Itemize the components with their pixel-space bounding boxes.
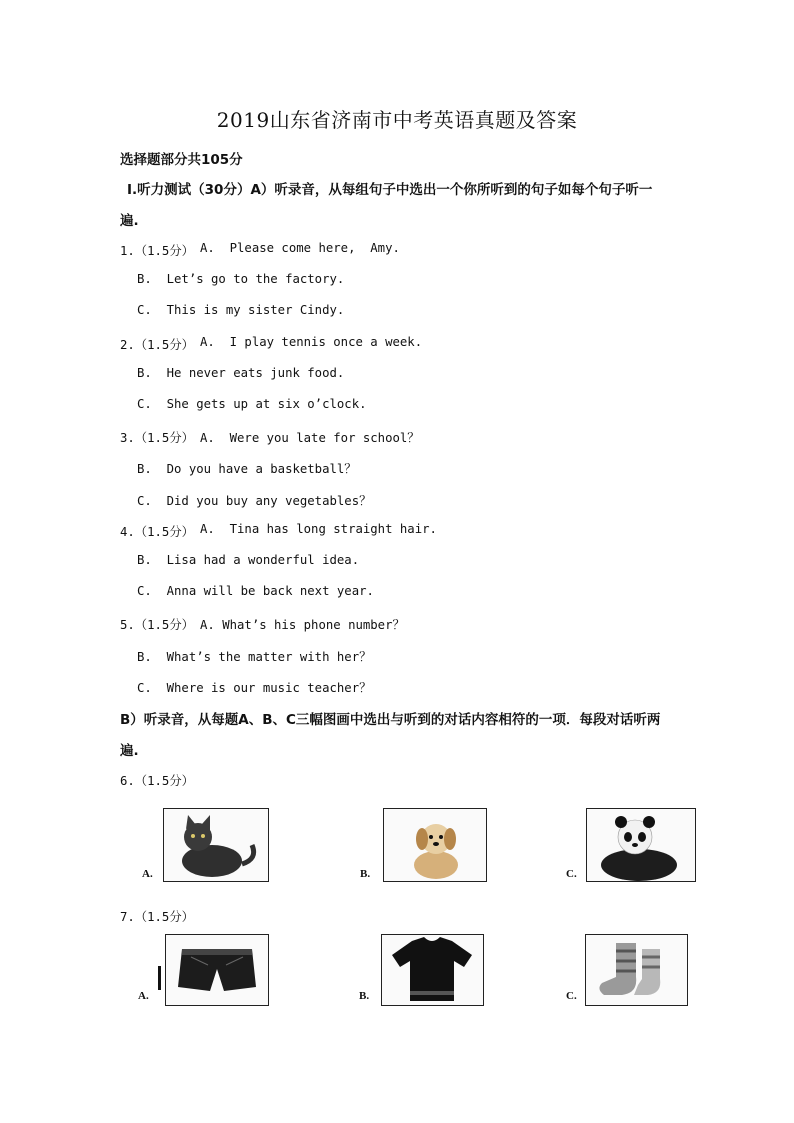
partb-instruction-line2: 遍.	[120, 743, 139, 759]
option-a-label: A.	[142, 868, 153, 880]
question-number: 5.（1.5分）	[120, 618, 194, 632]
puppy-icon	[383, 808, 487, 882]
option-a: A. Tina has long straight hair.	[200, 522, 437, 536]
option-a: A. Please come here, Amy.	[200, 241, 400, 255]
question-number: 3.（1.5分）	[120, 431, 194, 445]
option-c-label: C.	[566, 990, 577, 1002]
option-b: B. Do you have a basketball？	[137, 462, 357, 476]
question-number: 2.（1.5分）	[120, 338, 194, 352]
option-c: C. This is my sister Cindy.	[137, 303, 345, 317]
option-a: A. I play tennis once a week.	[200, 335, 423, 349]
option-a-label: A.	[138, 990, 149, 1002]
cat-icon	[163, 808, 269, 882]
option-b-label: B.	[359, 990, 370, 1002]
question-number: 4.（1.5分）	[120, 525, 194, 539]
option-b: B. What’s the matter with her？	[137, 650, 372, 664]
question-number: 6.（1.5分）	[120, 774, 194, 788]
question-number: 7.（1.5分）	[120, 910, 194, 924]
option-c: C. Where is our music teacher？	[137, 681, 372, 695]
option-b: B. Lisa had a wonderful idea.	[137, 553, 360, 567]
shorts-icon	[165, 934, 269, 1006]
panda-icon	[586, 808, 696, 882]
option-c: C. Anna will be back next year.	[137, 584, 374, 598]
option-a: A. What’s his phone number？	[200, 618, 405, 632]
option-c-label: C.	[566, 868, 577, 880]
option-a: A. Were you late for school？	[200, 431, 420, 445]
part1-instruction-line1: I.听力测试（30分）A）听录音，从每组句子中选出一个你所听到的句子如每个句子听一	[127, 182, 653, 198]
option-c: C. She gets up at six o’clock.	[137, 397, 367, 411]
question-number: 1.（1.5分）	[120, 244, 194, 258]
option-b: B. He never eats junk food.	[137, 366, 345, 380]
partb-instruction-line1: B）听录音，从每题A、B、C三幅图画中选出与听到的对话内容相符的一项．每段对话听两	[120, 712, 661, 728]
option-b-label: B.	[360, 868, 371, 880]
option-b: B. Let’s go to the factory.	[137, 272, 345, 286]
section-header: 选择题部分共105分	[120, 152, 243, 168]
part1-instruction-line2: 遍.	[120, 213, 139, 229]
scan-mark	[158, 966, 161, 990]
option-c: C. Did you buy any vegetables？	[137, 494, 372, 508]
page-title: 2019山东省济南市中考英语真题及答案	[216, 108, 578, 132]
tshirt-icon	[381, 934, 484, 1006]
socks-icon	[585, 934, 688, 1006]
